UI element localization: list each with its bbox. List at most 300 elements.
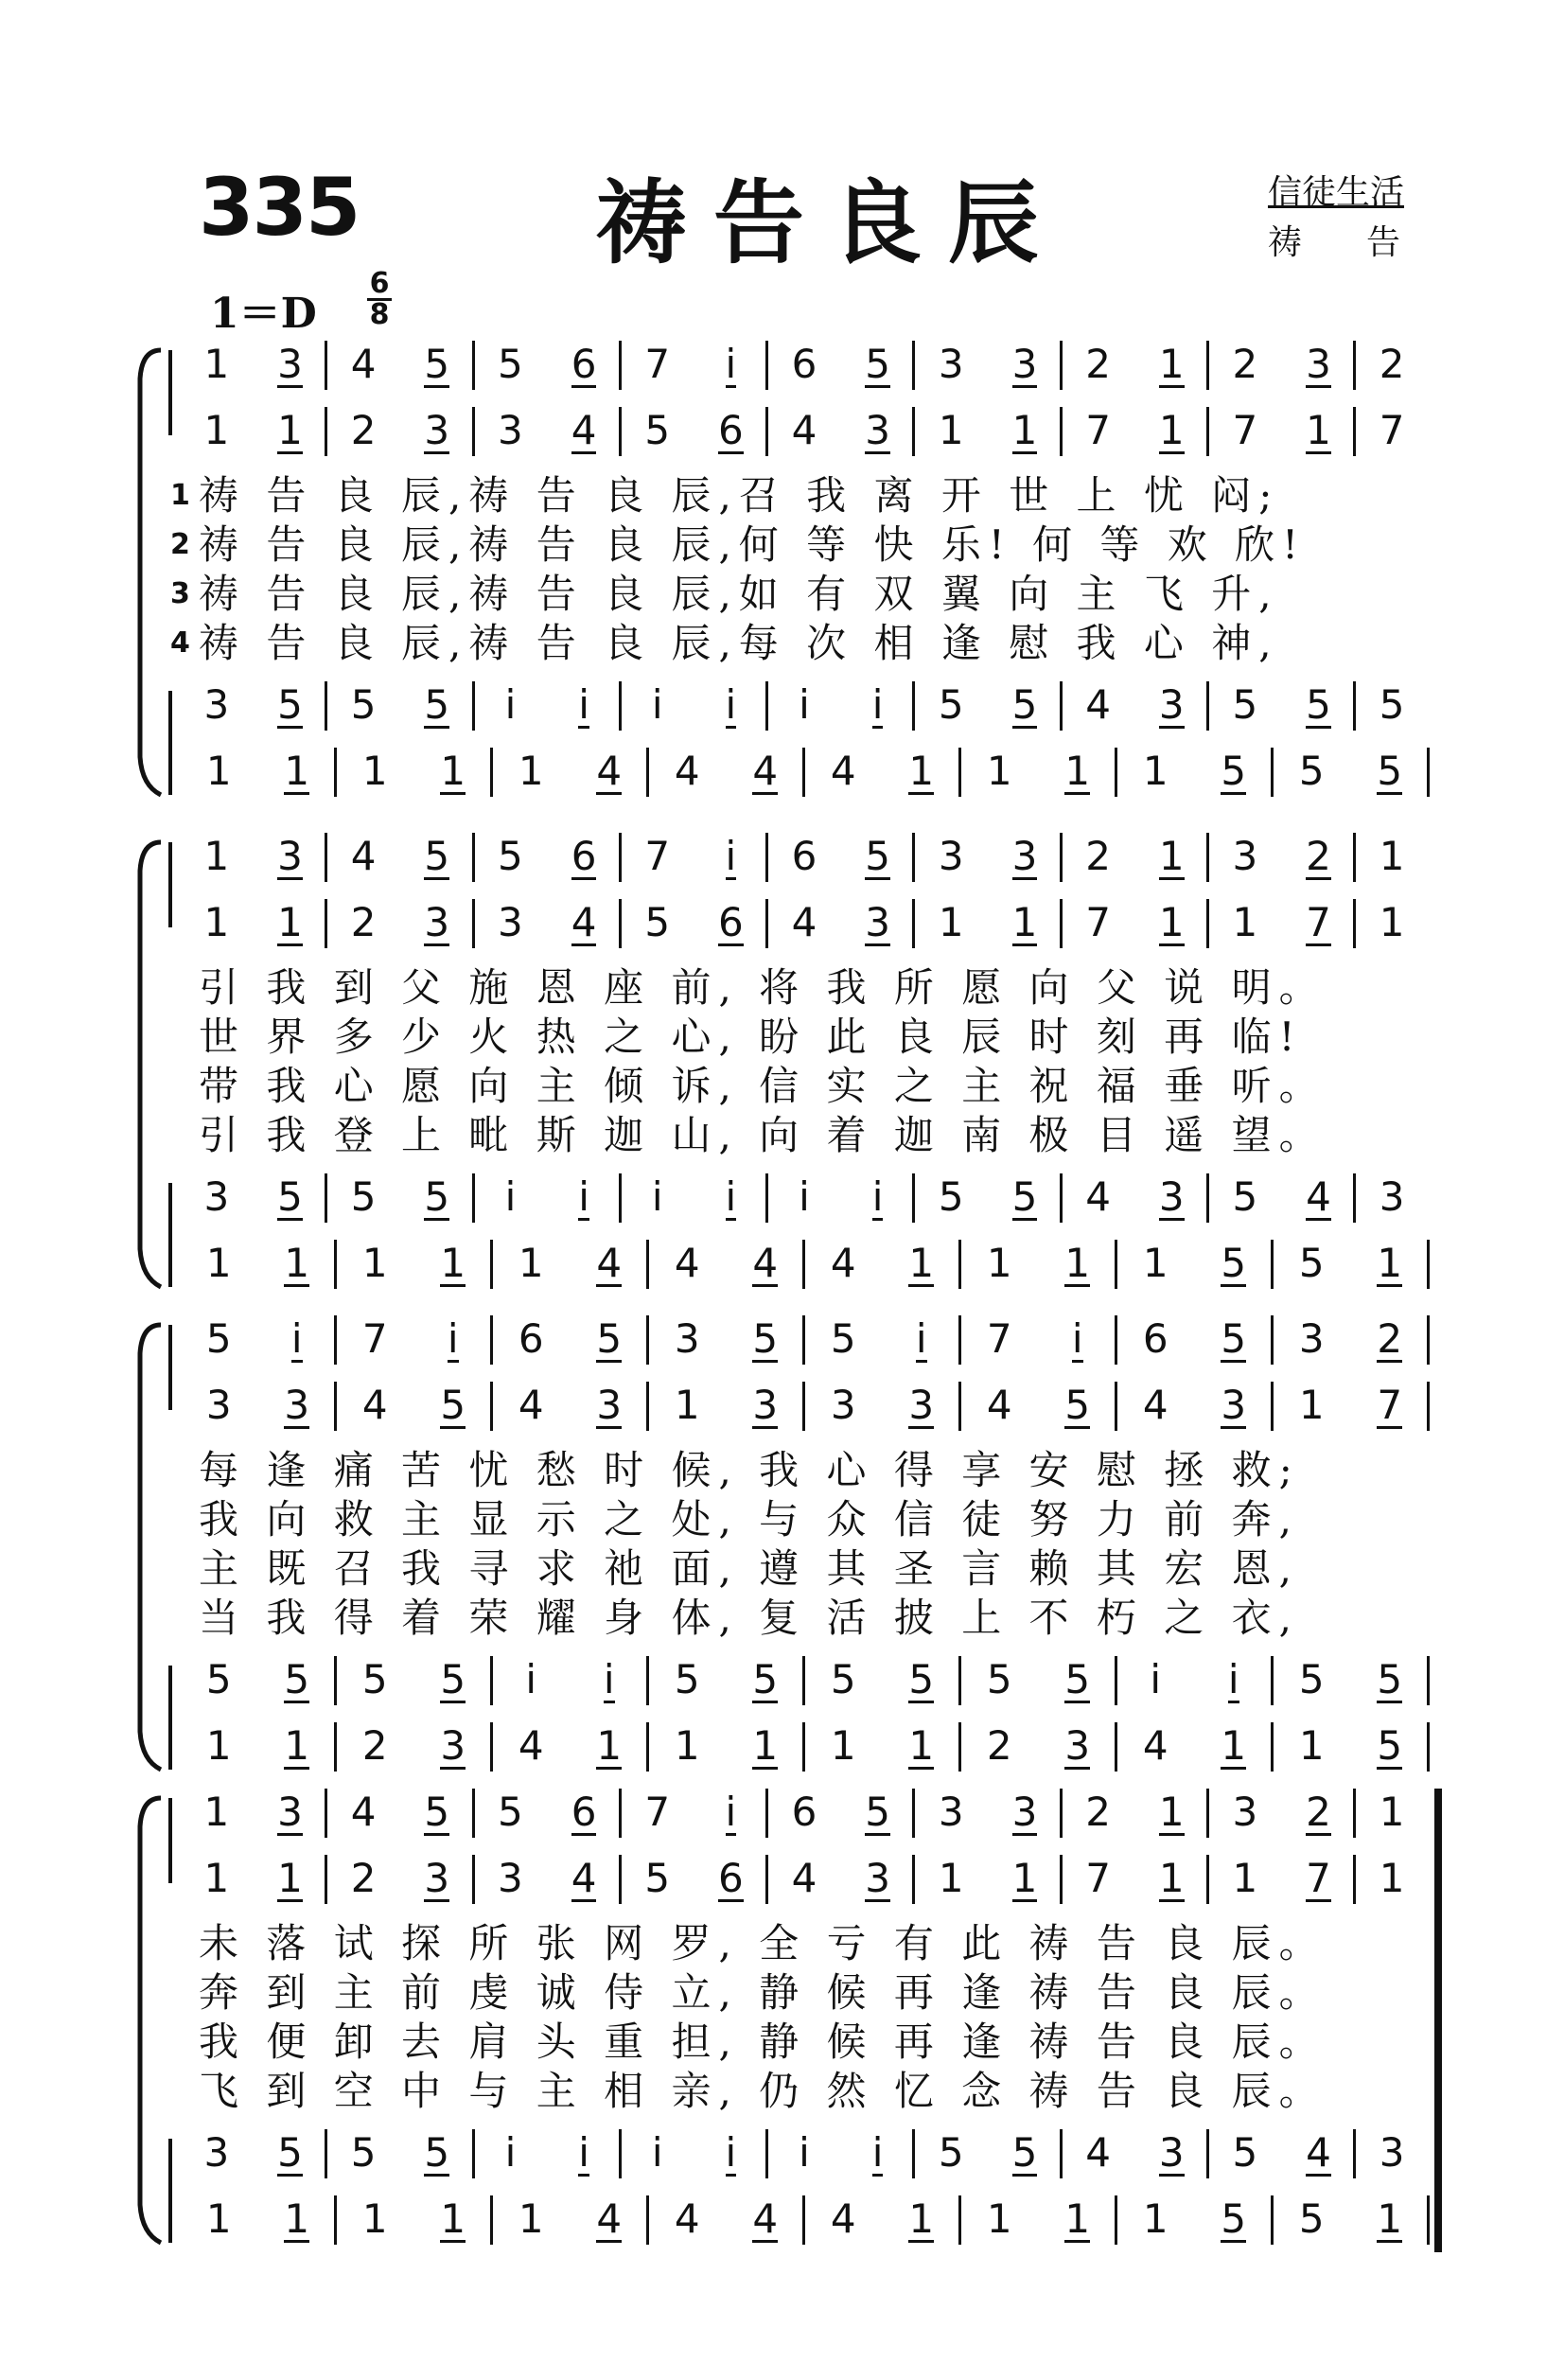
alto-note (254, 899, 327, 946)
soprano-note (1282, 833, 1356, 880)
note-digit: i (504, 1173, 517, 1220)
barline (619, 407, 622, 456)
tenor-note (258, 1656, 337, 1703)
note-digit: 5 (350, 681, 377, 728)
barline (472, 899, 475, 948)
lyric-text: 未 落 试 探 所 张 网 罗, 全 亏 有 此 祷 告 良 辰。 (199, 1920, 1327, 1966)
soprano-note (180, 833, 254, 880)
barline (912, 341, 915, 390)
note-digit: 1 (986, 2195, 1012, 2242)
tenor-note (914, 1173, 988, 1221)
alto-note (400, 899, 474, 946)
subcategory-char: 告 (1365, 223, 1400, 262)
tenor-note (474, 681, 548, 729)
note-digit: 6 (791, 1789, 817, 1835)
note-digit: i (725, 341, 737, 387)
barline (646, 1315, 649, 1365)
note-digit: 2 (1232, 341, 1258, 387)
tenor-note (254, 2129, 327, 2177)
note-digit: i (603, 1656, 615, 1702)
barline (1353, 2129, 1356, 2178)
note-digit: 7 (644, 341, 671, 387)
note-digit: 4 (791, 1855, 817, 1901)
barline (1353, 1789, 1356, 1838)
note-digit: 3 (1158, 681, 1185, 728)
bass-note (258, 2195, 337, 2243)
bass-note (1273, 748, 1351, 795)
barline (1060, 2129, 1063, 2178)
note-digit: 4 (361, 1382, 388, 1428)
note-digit: 5 (1232, 681, 1258, 728)
score-system (123, 341, 1429, 804)
note-digit: 5 (752, 1656, 779, 1702)
note-digit: 1 (284, 748, 310, 794)
lyric-line (170, 1113, 1429, 1158)
tenor-note (1208, 1173, 1282, 1221)
note-digit: 7 (1377, 1382, 1403, 1428)
note-digit: 5 (752, 1315, 779, 1362)
barline (472, 681, 475, 731)
barline (802, 1315, 805, 1365)
tenor-note (180, 1173, 254, 1221)
note-digit: 5 (205, 1315, 232, 1362)
soprano-note (1062, 1789, 1135, 1836)
note-digit: i (651, 1173, 663, 1220)
barline (1353, 1173, 1356, 1223)
barline (1115, 1382, 1117, 1431)
alto-note (767, 407, 841, 454)
tenor-note (326, 681, 400, 729)
note-digit: 7 (1085, 1855, 1111, 1901)
alto-note (960, 1382, 1039, 1429)
soprano-note (804, 1315, 883, 1363)
note-digit: 6 (571, 341, 597, 387)
barline (912, 2129, 915, 2178)
note-digit: 1 (1298, 1722, 1325, 1769)
soprano-note (336, 1315, 414, 1363)
tenor-note (694, 1173, 768, 1221)
tenor-note (474, 1173, 548, 1221)
note-digit: 3 (1306, 341, 1331, 387)
note-digit: 4 (596, 1240, 623, 1286)
note-digit: 5 (644, 899, 671, 945)
bass-note (1039, 1722, 1117, 1770)
soprano-note (988, 1789, 1062, 1836)
barline (1353, 1855, 1356, 1904)
soprano-note (988, 833, 1062, 880)
note-digit: i (915, 1315, 927, 1362)
alto-note (474, 407, 548, 454)
note-digit: 5 (350, 1173, 377, 1220)
barline (1271, 1722, 1274, 1772)
note-digit: 5 (644, 1855, 671, 1901)
note-digit: 3 (424, 407, 450, 453)
note-digit: 1 (1158, 1789, 1185, 1835)
note-digit: 4 (674, 2195, 700, 2242)
barline (1427, 1656, 1430, 1705)
note-digit: 3 (277, 341, 303, 387)
lyric-line (170, 2069, 1429, 2114)
barline (334, 1382, 337, 1431)
bass-row (180, 2195, 1429, 2243)
alto-note (1062, 1855, 1135, 1902)
note-digit: 3 (1158, 1173, 1185, 1220)
barline (802, 2195, 805, 2245)
barline (958, 1722, 961, 1772)
soprano-note (180, 1789, 254, 1836)
barline (472, 341, 475, 390)
bass-note (414, 2195, 493, 2243)
note-digit: 3 (752, 1382, 779, 1428)
note-digit: i (578, 681, 589, 728)
note-digit: i (725, 1789, 737, 1835)
barline (646, 1382, 649, 1431)
tenor-note (1351, 1656, 1430, 1703)
alto-note (180, 1855, 254, 1902)
soprano-row (180, 1315, 1429, 1363)
soprano-note (694, 341, 768, 388)
bass-note (1351, 748, 1430, 795)
bass-row (180, 1240, 1429, 1287)
lyric-text: 当 我 得 着 荣 耀 身 体, 复 活 披 上 不 朽 之 衣, (199, 1595, 1299, 1641)
note-digit: 6 (518, 1315, 544, 1362)
soprano-note (767, 833, 841, 880)
barline (765, 1855, 768, 1904)
barline (765, 341, 768, 390)
barline (334, 1315, 337, 1365)
note-digit: 3 (424, 1855, 450, 1901)
alto-note (804, 1382, 883, 1429)
tenor-note (1195, 1656, 1274, 1703)
alto-note (767, 1855, 841, 1902)
note-digit: 3 (1379, 2129, 1405, 2176)
alto-note (621, 407, 694, 454)
note-digit: 1 (361, 748, 388, 794)
barline (1060, 1173, 1063, 1223)
barline (490, 1315, 493, 1365)
note-digit: 1 (1011, 1855, 1038, 1901)
lyric-text: 引 我 登 上 毗 斯 迦 山, 向 着 迦 南 极 目 遥 望。 (199, 1112, 1327, 1158)
barline (325, 1855, 327, 1904)
note-digit: 5 (1232, 2129, 1258, 2176)
tenor-note (960, 1656, 1039, 1703)
bass-note (258, 1722, 337, 1770)
barline (1271, 2195, 1274, 2245)
note-digit: 3 (830, 1382, 856, 1428)
key-signature: 1＝D (210, 290, 317, 338)
note-digit: 1 (752, 1722, 779, 1769)
tenor-note (336, 1656, 414, 1703)
bass-note (883, 1240, 961, 1287)
tenor-note (841, 681, 915, 729)
note-digit: 1 (1158, 899, 1185, 945)
lyric-line (170, 1595, 1429, 1641)
note-digit: 5 (1221, 1240, 1247, 1286)
alto-note (841, 407, 915, 454)
alto-note (326, 899, 400, 946)
alto-note (767, 899, 841, 946)
barline (1427, 1315, 1430, 1365)
bass-note (336, 2195, 414, 2243)
alto-row (180, 407, 1429, 454)
note-digit: 2 (1085, 833, 1111, 879)
soprano-note (1062, 341, 1135, 388)
note-digit: 1 (938, 1855, 964, 1901)
tenor-note (547, 2129, 621, 2177)
note-digit: 1 (1158, 407, 1185, 453)
bass-note (883, 1722, 961, 1770)
note-digit: 6 (571, 833, 597, 879)
note-digit: 1 (440, 1240, 466, 1286)
barline (490, 1240, 493, 1289)
barline (1206, 407, 1209, 456)
barline (1353, 407, 1356, 456)
note-digit: 3 (1298, 1315, 1325, 1362)
note-digit: 5 (440, 1382, 466, 1428)
tenor-note (400, 2129, 474, 2177)
note-digit: i (578, 1173, 589, 1220)
note-digit: i (1071, 1315, 1083, 1362)
soprano-note (1062, 833, 1135, 880)
tenor-note (414, 1656, 493, 1703)
barline (802, 1382, 805, 1431)
note-digit: 4 (830, 2195, 856, 2242)
lyric-text: 飞 到 空 中 与 主 相 亲, 仍 然 忆 念 祷 告 良 辰。 (199, 2068, 1327, 2114)
note-digit: 5 (938, 681, 964, 728)
barline (619, 2129, 622, 2178)
soprano-note (492, 1315, 571, 1363)
alto-note (547, 407, 621, 454)
note-digit: 1 (277, 1855, 303, 1901)
meter-top: 6 (367, 270, 392, 301)
note-digit: 1 (277, 899, 303, 945)
alto-note (988, 1855, 1062, 1902)
lyric-line (170, 1064, 1429, 1109)
bass-note (1195, 2195, 1274, 2243)
note-digit: 1 (1011, 899, 1038, 945)
note-digit: 1 (277, 407, 303, 453)
note-digit: 2 (1085, 1789, 1111, 1835)
alto-note (254, 1855, 327, 1902)
note-digit: 5 (1377, 1722, 1403, 1769)
note-digit: 1 (203, 899, 230, 945)
bass-note (960, 748, 1039, 795)
barline (1353, 341, 1356, 390)
lyric-line (170, 1014, 1429, 1060)
note-digit: 4 (518, 1382, 544, 1428)
note-digit: 4 (350, 833, 377, 879)
time-signature (367, 267, 392, 331)
barline (1427, 1382, 1430, 1431)
note-digit: 5 (1011, 681, 1038, 728)
note-digit: 3 (498, 1855, 523, 1901)
note-digit: 5 (424, 2129, 450, 2176)
tenor-note (694, 681, 768, 729)
barline (1206, 1855, 1209, 1904)
barline (765, 681, 768, 731)
note-digit: 4 (518, 1722, 544, 1769)
barline (1271, 1656, 1274, 1705)
lyric-text: 我 便 卸 去 肩 头 重 担, 静 候 再 逢 祷 告 良 辰。 (199, 2019, 1327, 2065)
barline (619, 681, 622, 731)
note-digit: 4 (1085, 1173, 1111, 1220)
tenor-note (767, 1173, 841, 1221)
note-digit: 5 (1064, 1382, 1091, 1428)
note-digit: 1 (908, 1240, 935, 1286)
score-system (123, 1315, 1429, 1779)
alto-note (914, 899, 988, 946)
soprano-note (1355, 1789, 1429, 1836)
note-digit: 5 (424, 1173, 450, 1220)
verse-number: 2 (170, 528, 190, 561)
note-digit: 4 (752, 1240, 779, 1286)
note-digit: 5 (986, 1656, 1012, 1702)
soprano-note (914, 1789, 988, 1836)
soprano-note (1208, 1789, 1282, 1836)
note-digit: 5 (865, 833, 890, 879)
alto-row (180, 1855, 1429, 1902)
note-digit: i (725, 833, 737, 879)
lyric-line (170, 1970, 1429, 2016)
barline (325, 2129, 327, 2178)
barline (472, 1855, 475, 1904)
soprano-row (180, 341, 1429, 388)
barline (1427, 1240, 1430, 1289)
barline (646, 2195, 649, 2245)
barline (619, 899, 622, 948)
soprano-note (474, 833, 548, 880)
alto-note (883, 1382, 961, 1429)
note-digit: 4 (350, 1789, 377, 1835)
bass-note (1273, 2195, 1351, 2243)
tenor-note (1273, 1656, 1351, 1703)
lyric-line (170, 473, 1429, 519)
note-digit: 5 (1221, 748, 1247, 794)
barline (1206, 899, 1209, 948)
bass-note (571, 748, 649, 795)
note-digit: 5 (865, 341, 890, 387)
note-digit: 5 (350, 2129, 377, 2176)
barline (958, 1315, 961, 1365)
soprano-note (988, 341, 1062, 388)
tenor-note (621, 2129, 694, 2177)
note-digit: i (725, 681, 737, 728)
note-digit: 1 (518, 748, 544, 794)
bass-note (804, 748, 883, 795)
note-digit: 5 (1221, 1315, 1247, 1362)
barline (472, 2129, 475, 2178)
note-digit: 1 (1377, 2195, 1403, 2242)
note-digit: 3 (1379, 1173, 1405, 1220)
note-digit: i (1150, 1656, 1162, 1702)
alto-note (727, 1382, 805, 1429)
alto-note (694, 407, 768, 454)
bass-note (1351, 1722, 1430, 1770)
bass-note (727, 748, 805, 795)
alto-note (1039, 1382, 1117, 1429)
bass-note (258, 1240, 337, 1287)
lyric-text: 祷 告 良 辰,祷 告 良 辰,每 次 相 逢 慰 我 心 神, (199, 620, 1279, 666)
tenor-note (547, 681, 621, 729)
lyric-text: 我 向 救 主 显 示 之 处, 与 众 信 徒 努 力 前 奔, (199, 1496, 1299, 1543)
tenor-note (547, 1173, 621, 1221)
note-digit: 3 (203, 681, 230, 728)
tenor-note (914, 2129, 988, 2177)
note-digit: 5 (277, 1173, 303, 1220)
note-digit: 2 (350, 1855, 377, 1901)
barline (334, 1722, 337, 1772)
note-digit: 1 (203, 1789, 230, 1835)
barline (619, 341, 622, 390)
barline (802, 1722, 805, 1772)
soprano-note (1039, 1315, 1117, 1363)
note-digit: 3 (938, 833, 964, 879)
soprano-note (474, 341, 548, 388)
note-digit: 1 (440, 2195, 466, 2242)
alto-note (988, 407, 1062, 454)
note-digit: 3 (440, 1722, 466, 1769)
soprano-note (1195, 1315, 1274, 1363)
barline (325, 681, 327, 731)
bass-note (1273, 1722, 1351, 1770)
note-digit: 4 (1085, 2129, 1111, 2176)
bass-note (1273, 1240, 1351, 1287)
tenor-note (988, 681, 1062, 729)
barline (472, 1173, 475, 1223)
note-digit: 5 (938, 2129, 964, 2176)
note-digit: 1 (1064, 2195, 1091, 2242)
tenor-note (180, 2129, 254, 2177)
note-digit: 1 (1379, 833, 1405, 879)
note-digit: 6 (717, 899, 744, 945)
tenor-row (180, 681, 1429, 729)
bass-note (1039, 748, 1117, 795)
note-digit: 3 (1232, 833, 1258, 879)
alto-row (180, 1382, 1429, 1429)
tenor-note (400, 1173, 474, 1221)
tenor-note (767, 681, 841, 729)
note-digit: 1 (203, 341, 230, 387)
barline (912, 681, 915, 731)
barline (958, 748, 961, 797)
alto-note (1351, 1382, 1430, 1429)
tenor-note (1062, 1173, 1135, 1221)
note-digit: 4 (674, 748, 700, 794)
note-digit: 7 (1306, 1855, 1331, 1901)
barline (1060, 899, 1063, 948)
note-digit: 1 (908, 2195, 935, 2242)
soprano-note (254, 341, 327, 388)
note-digit: 3 (865, 1855, 890, 1901)
soprano-note (400, 341, 474, 388)
soprano-note (914, 833, 988, 880)
lyric-text: 祷 告 良 辰,祷 告 良 辰,何 等 快 乐! 何 等 欢 欣! (199, 521, 1307, 568)
alto-note (414, 1382, 493, 1429)
alto-note (474, 899, 548, 946)
lyric-text: 每 逢 痛 苦 忧 愁 时 候, 我 心 得 享 安 慰 拯 救; (199, 1447, 1300, 1493)
note-digit: 2 (350, 899, 377, 945)
lyric-line (170, 522, 1429, 568)
note-digit: 2 (1379, 341, 1405, 387)
barline (912, 899, 915, 948)
bass-note (492, 1722, 571, 1770)
note-digit: 3 (498, 899, 523, 945)
note-digit: 3 (1158, 2129, 1185, 2176)
note-digit: 1 (830, 1722, 856, 1769)
barline (958, 1240, 961, 1289)
note-digit: i (504, 2129, 517, 2176)
soprano-note (1282, 341, 1356, 388)
